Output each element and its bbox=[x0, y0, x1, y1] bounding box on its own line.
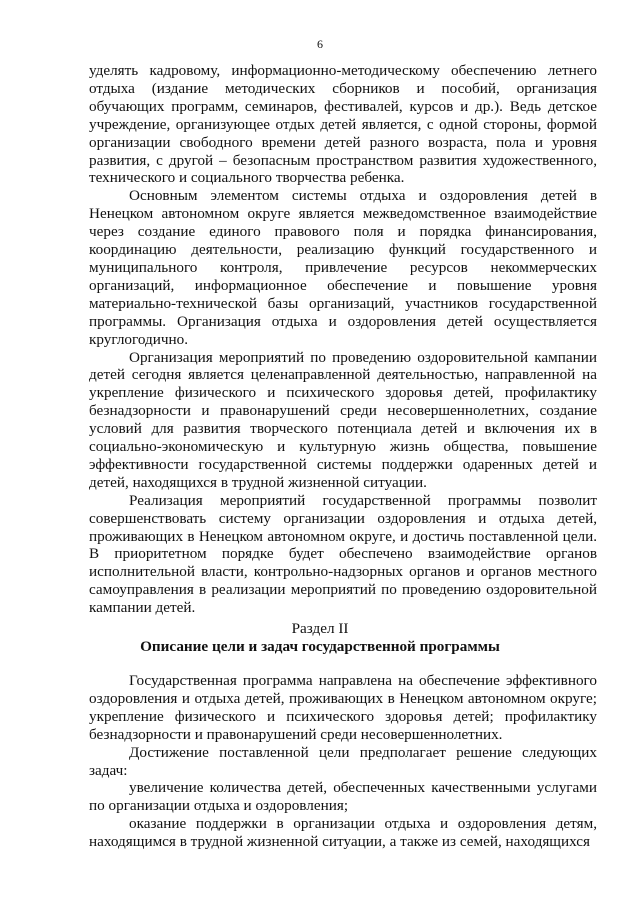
paragraph-continuation: уделять кадровому, информационно-методическому обеспечению летнего отдыха (издание методических сборников и пособий, организация обучающих программ, семинаров, фестивалей, курсов и др.). Ведь детское учреждение, организующее отдых детей является, с одной стороны, формой организации свободного времени детей разного возраста, пола и уровня развития, с другой – безопасным пространством развития художественного, технического и социального творчества ребенка. bbox=[89, 62, 597, 187]
paragraph-task-increase-children: увеличение количества детей, обеспеченных качественными услугами по организации отдыха и оздоровления; bbox=[89, 779, 597, 815]
paragraph-program-aim: Государственная программа направлена на обеспечение эффективного оздоровления и отдыха детей, проживающих в Ненецком автономном округе; укрепление физического и психического здоровья детей; профилактику безнадзорности и правонарушений среди несовершеннолетних. bbox=[89, 672, 597, 743]
section-title: Описание цели и задач государственной программы bbox=[140, 638, 500, 655]
section-label: Раздел II bbox=[291, 620, 349, 637]
paragraph-task-support: оказание поддержки в организации отдыха и оздоровления детям, находящимся в трудной жизненной ситуации, а также из семей, находящихся bbox=[89, 815, 597, 851]
page-number: 6 bbox=[317, 37, 323, 51]
intro-text-block bbox=[89, 62, 597, 617]
section-text-block bbox=[89, 672, 597, 851]
paragraph-program-implementation: Реализация мероприятий государственной программы позволит совершенствовать систему организации оздоровления и отдыха детей, проживающих в Ненецком автономном округе, и достичь поставленной цели. В приоритетном порядке будет обеспечено взаимодействие органов исполнительной власти, контрольно-надзорных органов и органов местного самоуправления в реализации мероприятий по проведению оздоровительной кампании детей. bbox=[89, 491, 597, 617]
paragraph-interagency-interaction: Основным элементом системы отдыха и оздоровления детей в Ненецком автономном округе является межведомственное взаимодействие через создание единого правового поля и порядка финансирования, координацию деятельности, реализацию функций государственного и муниципального контроля, привлечение ресурсов некоммерческих организаций, информационное обеспечение и повышение уровня материально-технической базы организаций, участников государственной программы. Организация отдыха и оздоровления детей осуществляется круглогодично. bbox=[89, 187, 597, 348]
paragraph-health-campaign: Организация мероприятий по проведению оздоровительной кампании детей сегодня является целенаправленной деятельностью, направленной на укрепление физического и психического здоровья детей, профилактику безнадзорности и правонарушений среди несовершеннолетних, создание условий для развития творческого потенциала детей и включения их в социально-экономическую и культурную жизнь общества, повышение эффективности государственной системы поддержки одаренных детей и детей, находящихся в трудной жизненной ситуации. bbox=[89, 348, 597, 491]
paragraph-goal-tasks-intro: Достижение поставленной цели предполагает решение следующих задач: bbox=[89, 743, 597, 779]
